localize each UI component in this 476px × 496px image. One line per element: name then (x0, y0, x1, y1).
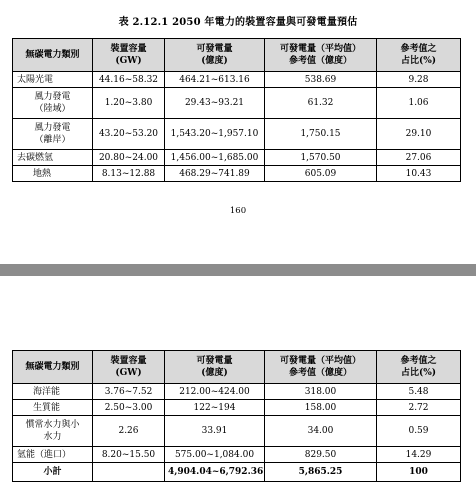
cell-capacity: 2.26 (93, 416, 165, 447)
page-separator (0, 264, 476, 276)
cell-generation: 468.29~741.89 (165, 166, 265, 182)
table-row (13, 447, 461, 463)
table-row (13, 119, 461, 150)
cell-capacity: 2.50~3.00 (93, 400, 165, 416)
cell-type: 生質能 (13, 400, 93, 416)
cell-generation: 4,904.04~6,792.36 (165, 463, 265, 482)
cell-capacity: 20.80~24.00 (93, 150, 165, 166)
cell-ref: 605.09 (265, 166, 377, 182)
cell-type: 慣常水力與小 水力 (13, 416, 93, 447)
cell-ref: 61.32 (265, 88, 377, 119)
cell-generation: 1,543.20~1,957.10 (165, 119, 265, 150)
header-ref-generation: 可發電量（平均值） 參考值（億度） (265, 39, 377, 72)
cell-type: 太陽光電 (13, 72, 93, 88)
header-ref-generation: 可發電量（平均值） 參考值（億度） (265, 351, 377, 384)
cell-ref: 1,750.15 (265, 119, 377, 150)
header-capacity: 裝置容量 (GW) (93, 351, 165, 384)
cell-share: 0.59 (377, 416, 461, 447)
cell-ref: 538.69 (265, 72, 377, 88)
header-type: 無碳電力類別 (13, 39, 93, 72)
table-row (13, 416, 461, 447)
cell-ref: 5,865.25 (265, 463, 377, 482)
table-header-row (13, 351, 461, 384)
table-row (13, 88, 461, 119)
cell-ref: 829.50 (265, 447, 377, 463)
table-header-row (13, 39, 461, 72)
cell-generation: 1,456.00~1,685.00 (165, 150, 265, 166)
cell-generation: 122~194 (165, 400, 265, 416)
cell-ref: 318.00 (265, 384, 377, 400)
header-generation: 可發電量 (億度) (165, 351, 265, 384)
page-number: 160 (229, 206, 247, 216)
cell-capacity: 8.20~15.50 (93, 447, 165, 463)
cell-share: 29.10 (377, 119, 461, 150)
cell-ref: 34.00 (265, 416, 377, 447)
cell-generation: 212.00~424.00 (165, 384, 265, 400)
cell-share: 14.29 (377, 447, 461, 463)
cell-share: 9.28 (377, 72, 461, 88)
cell-share: 1.06 (377, 88, 461, 119)
cell-generation: 464.21~613.16 (165, 72, 265, 88)
table-row (13, 400, 461, 416)
table-row (13, 72, 461, 88)
table-total-row (13, 463, 461, 482)
table-row (13, 384, 461, 400)
cell-share: 10.43 (377, 166, 461, 182)
cell-capacity: 8.13~12.88 (93, 166, 165, 182)
cell-type: 氫能（進口） (13, 447, 93, 463)
cell-capacity: 44.16~58.32 (93, 72, 165, 88)
cell-type: 海洋能 (13, 384, 93, 400)
header-share: 參考值之 占比(%) (377, 39, 461, 72)
cell-generation: 575.00~1,084.00 (165, 447, 265, 463)
cell-share: 27.06 (377, 150, 461, 166)
cell-type: 地熱 (13, 166, 93, 182)
header-generation: 可發電量 (億度) (165, 39, 265, 72)
cell-ref: 1,570.50 (265, 150, 377, 166)
capacity-table-part1 (12, 38, 461, 182)
cell-generation: 29.43~93.21 (165, 88, 265, 119)
cell-type: 風力發電 （陸域） (13, 88, 93, 119)
cell-capacity: 3.76~7.52 (93, 384, 165, 400)
cell-type: 去碳燃氫 (13, 150, 93, 166)
capacity-table-part2 (12, 350, 461, 482)
cell-generation: 33.91 (165, 416, 265, 447)
cell-share: 5.48 (377, 384, 461, 400)
cell-share: 2.72 (377, 400, 461, 416)
cell-capacity (93, 463, 165, 482)
cell-capacity: 1.20~3.80 (93, 88, 165, 119)
header-share: 參考值之 占比(%) (377, 351, 461, 384)
table-row (13, 166, 461, 182)
cell-share: 100 (377, 463, 461, 482)
cell-type: 小計 (13, 463, 93, 482)
cell-type: 風力發電 （離岸） (13, 119, 93, 150)
cell-capacity: 43.20~53.20 (93, 119, 165, 150)
header-type: 無碳電力類別 (13, 351, 93, 384)
header-capacity: 裝置容量 (GW) (93, 39, 165, 72)
cell-ref: 158.00 (265, 400, 377, 416)
table-row (13, 150, 461, 166)
table-title: 表 2.12.1 2050 年電力的裝置容量與可發電量預估 (118, 17, 358, 28)
